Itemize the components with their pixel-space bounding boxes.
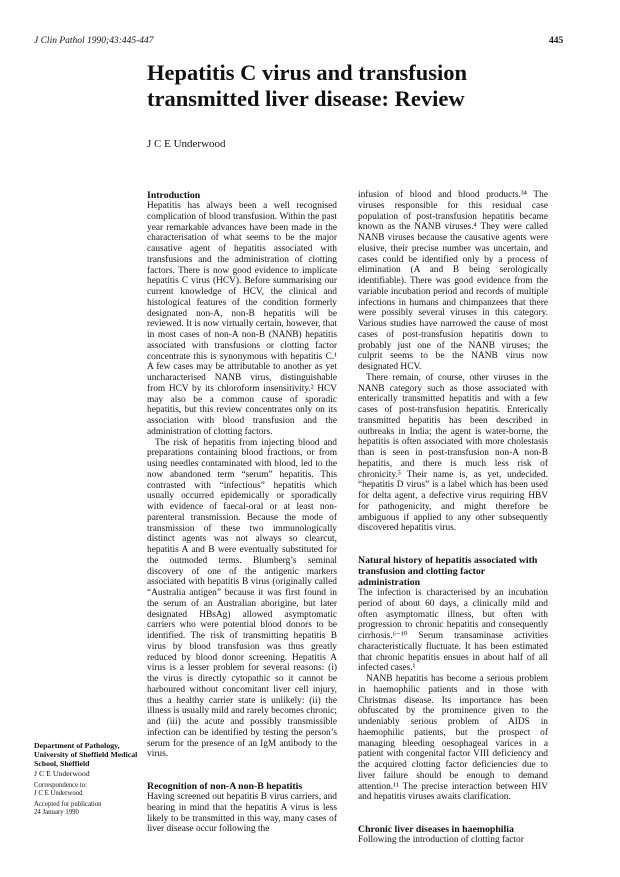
paragraph: The infection is characterised by an incubation period of about 60 days, a clinically mild and often asymptomatic illness, but often with progression to chronic hepatitis and consequently cirrhosis.⁶⁻¹⁰ Serum transaminase activities characteristically fluctuate. It has been estimated that chronic hepatitis ensues in about half of all infected cases.¹ xyxy=(358,588,548,674)
page-number: 445 xyxy=(549,36,564,46)
paragraph: infusion of blood and blood products.³⁴ The viruses responsible for this residual case population of post-transfusion hepatitis became known as the NANB viruses.⁴ They were called NANB viruses because the causative agents were elusive, their precise number was uncertain, and cases could be identified only by a process of elimination (A and B being serologically identifiable). There was good evidence from the variable incubation period and records of multiple infections in humans and chimpanzees that there were possibly several viruses in this category. Various studies have narrowed the cause of most cases of post-transfusion hepatitis down to probably just one of the NANB viruses; the culprit seems to be the NANB virus now designated HCV. xyxy=(358,190,548,372)
article-author: J C E Underwood xyxy=(147,138,226,150)
accepted-label: Accepted for publication xyxy=(34,801,102,809)
section-heading-chronic-liver: Chronic liver diseases in haemophilia xyxy=(358,824,514,835)
paragraph: The risk of hepatitis from injecting blood and preparations containing blood fractions, or from using needles contaminated with blood, led to the now abandoned term “serum” hepatitis. This contrasted with “infectious” hepatitis which usually occurred epidemically or sporadically with evidence of faecal-oral or at least non-parenteral transmission. Because the mode of transmission of these two immunologically distinct agents was not always so clearcut, hepatitis A and B were eventually substituted for the outmoded terms. Blumberg’s seminal discovery of one of the antigenic markers associated with hepatitis B virus (originally called “Australia antigen” because it was first found in the serum of an Australian aborigine, but later designated HBsAg) allowed asymptomatic carriers who were potential blood donors to be identified. The risk of transmitting hepatitis B virus by blood transfusion was thus greatly reduced by blood donor screening. Hepatitis A virus is a lesser problem for several reasons: (i) the virus is directly cytopathic so it cannot be harboured without concomitant liver cell injury, thus a healthy carrier state is unlikely: (ii) the illness is usually mild and rarely becomes chronic; and (iii) the acute and possibly transmissible infection can be identified by testing the person’s serum for the presence of an IgM antibody to the virus. xyxy=(147,437,337,760)
affiliation-name: J C E Underwood xyxy=(34,768,90,778)
paragraph: Hepatitis has always been a well recognised complication of blood transfusion. Within the past year remarkable advances have been made in the characterisation of what seems to be the major causative agent of hepatitis associated with transfusions and the administration of clotting factors. There is now good evidence to implicate hepatitis C virus (HCV). Before summarising our current knowledge of HCV, the clinical and histological features of the condition formerly designated non-A, non-B hepatitis will be reviewed. It is now virtually certain, however, that in most cases of non-A non-B (NANB) hepatitis associated with transfusions or clotting factor concentrate this is synonymous with hepatitis C.¹ A few cases may be attributable to another as yet uncharacterised NANB virus, distinguishable from HCV by its chloroform insensitivity.² HCV may also be a common cause of sporadic hepatitis, but this review concentrates only on its association with blood transfusion and the administration of clotting factors. xyxy=(147,201,337,437)
section-heading-introduction: Introduction xyxy=(147,190,201,201)
correspondence-name: J C E Underwood xyxy=(34,789,83,797)
article-title: Hepatitis C virus and transfusion transmitted liver disease: Review xyxy=(147,60,468,111)
paragraph: Having screened out hepatitis B virus carriers, and bearing in mind that the hepatitis A virus is less likely to be transmitted in this way, many cases of liver disease occur following the xyxy=(147,792,337,835)
author-affiliation xyxy=(34,741,140,817)
text-column-left xyxy=(147,190,337,835)
affiliation-department: Department of Pathology, University of Sheffield Medical School, Sheffield xyxy=(34,741,138,769)
paragraph: Following the introduction of clotting factor xyxy=(358,835,524,845)
section-heading-natural-history: Natural history of hepatitis associated with transfusion and clotting factor administration xyxy=(358,555,538,588)
paragraph: There remain, of course, other viruses in the NANB category such as those associated with enterically transmitted hepatitis and with a few cases of post-transfusion hepatitis. Enterically transmitted hepatitis has been described in outbreaks in India; the agent is water-borne, the hepatitis is often associated with more cholestasis than is seen in post-transfusion non-A non-B hepatitis, and there is much less risk of chronicity.⁵ Their name is, as yet, undecided. “hepatitis D virus” is a label which has been used for delta agent, a defective virus requiring HBV for pathogenicity, and might therefore be ambiguous if applied to any other subsequently discovered hepatitis virus. xyxy=(358,372,548,534)
section-heading-recognition: Recognition of non-A non-B hepatitis xyxy=(147,781,303,792)
accepted-date: 24 January 1990 xyxy=(34,809,79,817)
journal-citation: J Clin Pathol 1990;43:445-447 xyxy=(34,36,154,46)
text-column-right xyxy=(358,190,548,846)
paragraph: NANB hepatitis has become a serious problem in haemophilic patients and in those with Christmas disease. Its importance has been obfuscated by the prominence given to the undeniably serious problem of AIDS in haemophilic patients, but the prospect of managing bleeding oesophageal varices in a patient with congenital factor VIII deficiency and the acquired clotting factor deficiencies due to liver failure should be enough to demand attention.¹¹ The precise interaction between HIV and hepatitis viruses awaits clarification. xyxy=(358,674,548,803)
correspondence-label: Correspondence to: xyxy=(34,781,88,789)
